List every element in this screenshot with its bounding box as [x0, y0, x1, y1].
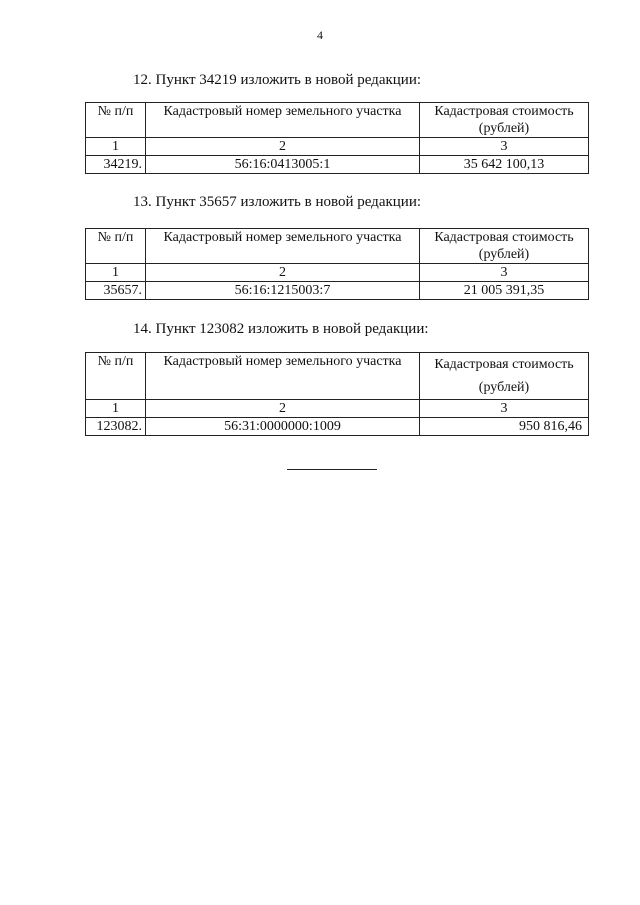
cadastral-value-cell: 950 816,46 [420, 418, 589, 436]
cadastral-number-cell: 56:31:0000000:1009 [146, 418, 420, 436]
header-cell-cadastral-value: Кадастровая стоимость (рублей) [420, 353, 589, 400]
column-number-row [86, 138, 589, 156]
cadastre-table-13 [85, 228, 589, 300]
column-number-cell: 3 [420, 264, 589, 282]
header-cell-cadastral-number: Кадастровый номер земельного участка [146, 353, 420, 400]
cadastre-table-14 [85, 352, 589, 436]
cadastre-table-12 [85, 102, 589, 174]
cadastral-number-cell: 56:16:1215003:7 [146, 282, 420, 300]
column-number-cell: 2 [146, 138, 420, 156]
page-number: 4 [317, 28, 323, 42]
cadastral-number-cell: 56:16:0413005:1 [146, 156, 420, 174]
column-number-row [86, 264, 589, 282]
header-cell-cadastral-value: Кадастровая стоимость (рублей) [420, 103, 589, 138]
section-heading-14: 14. Пункт 123082 изложить в новой редакции: [133, 321, 429, 337]
row-number-cell: 35657. [86, 282, 146, 300]
column-number-cell: 1 [86, 264, 146, 282]
table-row [86, 282, 589, 300]
column-number-cell: 2 [146, 400, 420, 418]
table-header-row [86, 229, 589, 264]
table-row [86, 156, 589, 174]
column-number-cell: 1 [86, 400, 146, 418]
header-cell-cadastral-value: Кадастровая стоимость (рублей) [420, 229, 589, 264]
header-cell-cadastral-number: Кадастровый номер земельного участка [146, 103, 420, 138]
header-cell-number: № п/п [86, 103, 146, 138]
column-number-cell: 1 [86, 138, 146, 156]
row-number-cell: 34219. [86, 156, 146, 174]
cadastral-value-cell: 21 005 391,35 [420, 282, 589, 300]
header-cell-number: № п/п [86, 353, 146, 400]
row-number-cell: 123082. [86, 418, 146, 436]
section-heading-13: 13. Пункт 35657 изложить в новой редакции: [133, 194, 422, 210]
table-header-row [86, 103, 589, 138]
column-number-cell: 3 [420, 400, 589, 418]
header-cell-cadastral-number: Кадастровый номер земельного участка [146, 229, 420, 264]
end-of-document-rule [287, 469, 377, 470]
column-number-row [86, 400, 589, 418]
table-row [86, 418, 589, 436]
header-cell-number: № п/п [86, 229, 146, 264]
cadastral-value-cell: 35 642 100,13 [420, 156, 589, 174]
column-number-cell: 3 [420, 138, 589, 156]
column-number-cell: 2 [146, 264, 420, 282]
section-heading-12: 12. Пункт 34219 изложить в новой редакции: [133, 72, 422, 88]
table-header-row [86, 353, 589, 400]
